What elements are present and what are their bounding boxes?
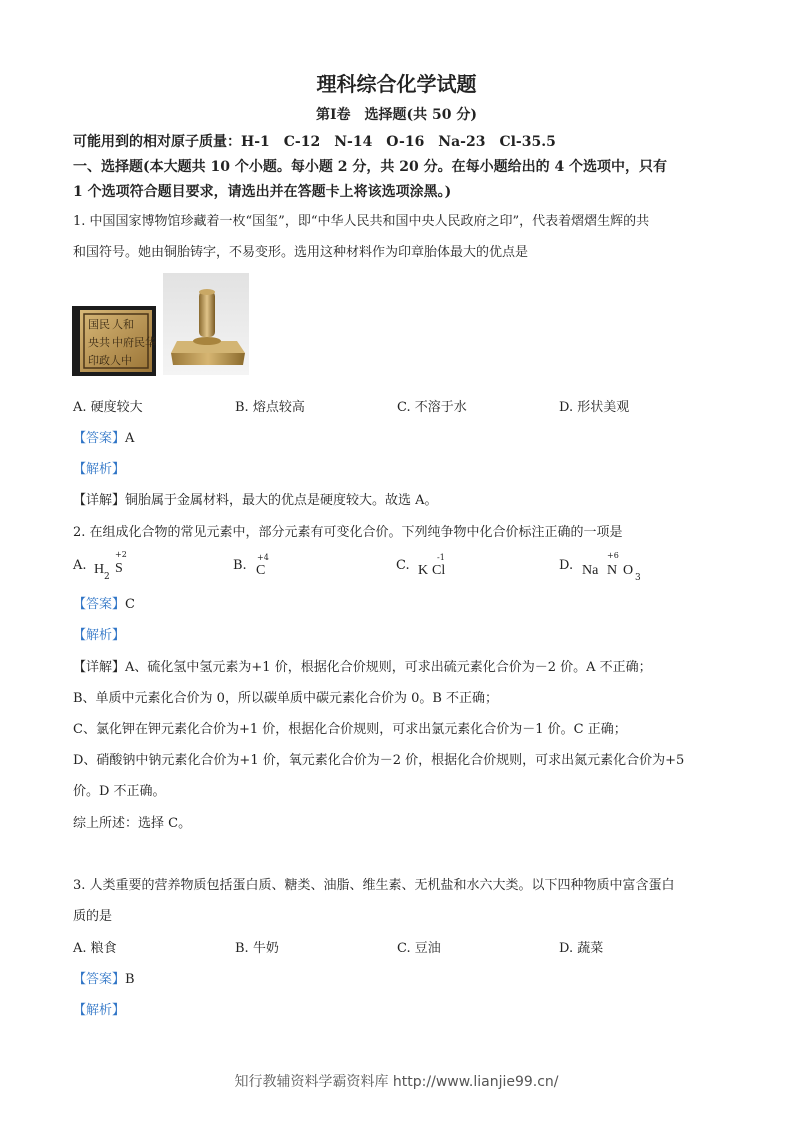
seal-side-image <box>163 273 249 375</box>
q3-stem-line-1: 3. 人类重要的营养物质包括蛋白质、糖类、油脂、维生素、无机盐和水六大类。以下四种物质中富含蛋白 <box>73 878 675 893</box>
q1-option-d: D. 形状美观 <box>559 400 630 415</box>
q2-summary: 综上所述：选择 C。 <box>73 816 192 831</box>
q1-option-a: A. 硬度较大 <box>73 400 143 415</box>
seal-inscription-e: 印政人中 <box>88 354 132 367</box>
footer-watermark: 知行教辅资料学霸资料库 http://www.lianjie99.cn/ <box>234 1074 559 1090</box>
q2-option-b-letter: B. <box>233 558 247 573</box>
q1-stem-line-1: 1. 中国国家博物馆珍藏着一枚“国玺”，即“中华人民共和国中央人民政府之印”，代表着熠熠生辉的共 <box>73 214 650 229</box>
q2-stem: 2. 在组成化合物的常见元素中，部分元素有可变化合价。下列纯争物中化合价标注正确的一项是 <box>73 525 623 540</box>
q2-answer <box>73 593 135 612</box>
q1-analysis-label: 【解析】 <box>73 462 126 477</box>
q3-option-d: D. 蔬菜 <box>559 941 604 956</box>
q2-detail-a-text: A、硫化氢中氢元素为+1 价，根据化合价规则，可求出硫元素化合价为－2 价。A 不正确； <box>125 660 652 675</box>
q2-c-chlorine: Cl <box>432 563 446 578</box>
q2-detail-a <box>73 656 652 675</box>
answer-label: 【答案】 <box>73 972 126 987</box>
seal-inscription-a: 国民 <box>88 318 110 331</box>
q1-detail <box>73 489 438 508</box>
section-heading: 第Ⅰ卷 选择题(共 50 分) <box>315 107 478 123</box>
q2-d-valence: +6 <box>607 551 619 560</box>
answer-label: 【答案】 <box>73 597 126 612</box>
detail-label: 【详解】 <box>73 660 126 675</box>
q1-detail-text: 铜胎属于金属材料，最大的优点是硬度较大。故选 A。 <box>125 493 438 508</box>
q2-a-hydrogen: H <box>94 562 105 577</box>
q2-a-valence: +2 <box>115 550 127 559</box>
q1-answer-value: A <box>125 431 135 446</box>
page-title: 理科综合化学试题 <box>316 72 477 96</box>
q2-c-potassium: K <box>418 563 429 578</box>
q1-option-b: B. 熔点较高 <box>235 400 305 415</box>
q2-a-subscript: 2 <box>104 572 110 582</box>
q3-option-b: B. 牛奶 <box>235 941 279 956</box>
q3-option-c: C. 豆油 <box>397 941 441 956</box>
atomic-masses-line: 可能用到的相对原子质量：H-1 C-12 N-14 O-16 Na-23 Cl-35.5 <box>73 134 556 150</box>
q3-answer-value: B <box>125 972 135 987</box>
q2-d-sodium: Na <box>582 563 599 578</box>
q2-a-sulfur: S <box>115 561 123 576</box>
seal-inscription-b: 人和 <box>112 318 134 331</box>
q2-detail-c: C、氯化钾在钾元素化合价为+1 价，根据化合价规则，可求出氯元素化合价为－1 价。C 正确； <box>73 722 627 737</box>
q3-option-a: A. 粮食 <box>73 941 117 956</box>
q1-answer <box>73 427 134 446</box>
detail-label: 【详解】 <box>73 493 126 508</box>
q3-answer <box>73 968 135 987</box>
seal-face-image <box>72 306 156 376</box>
q2-d-nitrogen: N <box>607 563 618 578</box>
q2-d-subscript: 3 <box>635 573 641 583</box>
q2-c-valence: -1 <box>437 553 445 562</box>
q2-b-carbon: C <box>256 563 266 578</box>
q2-b-valence: +4 <box>257 553 269 562</box>
q1-stem-line-2: 和国符号。她由铜胎铸字，不易变形。选用这种材料作为印章胎体最大的优点是 <box>73 245 529 260</box>
seal-inscription-d: 中府民华 <box>112 336 156 349</box>
q2-analysis-label: 【解析】 <box>73 628 126 643</box>
q2-d-oxygen: O <box>623 563 634 578</box>
q2-detail-b: B、单质中元素化合价为 0，所以碳单质中碳元素化合价为 0。B 不正确； <box>73 691 499 706</box>
q2-option-d-letter: D. <box>559 558 574 573</box>
answer-label: 【答案】 <box>73 431 126 446</box>
instructions-line-2: 1 个选项符合题目要求，请选出并在答题卡上将该选项涂黑。) <box>73 184 452 200</box>
q2-detail-d-line-2: 价。D 不正确。 <box>73 784 166 799</box>
q2-option-c-letter: C. <box>396 558 410 573</box>
q1-option-c: C. 不溶于水 <box>397 400 467 415</box>
instructions-line-1: 一、选择题(本大题共 10 个小题。每小题 2 分，共 20 分。在每小题给出的 4 个选项中，只有 <box>73 159 668 175</box>
q3-stem-line-2: 质的是 <box>73 909 113 924</box>
seal-inscription-c: 央共 <box>88 336 110 349</box>
q3-analysis-label: 【解析】 <box>73 1003 126 1018</box>
q2-answer-value: C <box>125 597 135 612</box>
q2-option-a-letter: A. <box>73 558 87 573</box>
q2-detail-d-line-1: D、硝酸钠中钠元素化合价为+1 价，氧元素化合价为－2 价，根据化合价规则，可求出氮元素化合价为+5 <box>73 753 685 768</box>
